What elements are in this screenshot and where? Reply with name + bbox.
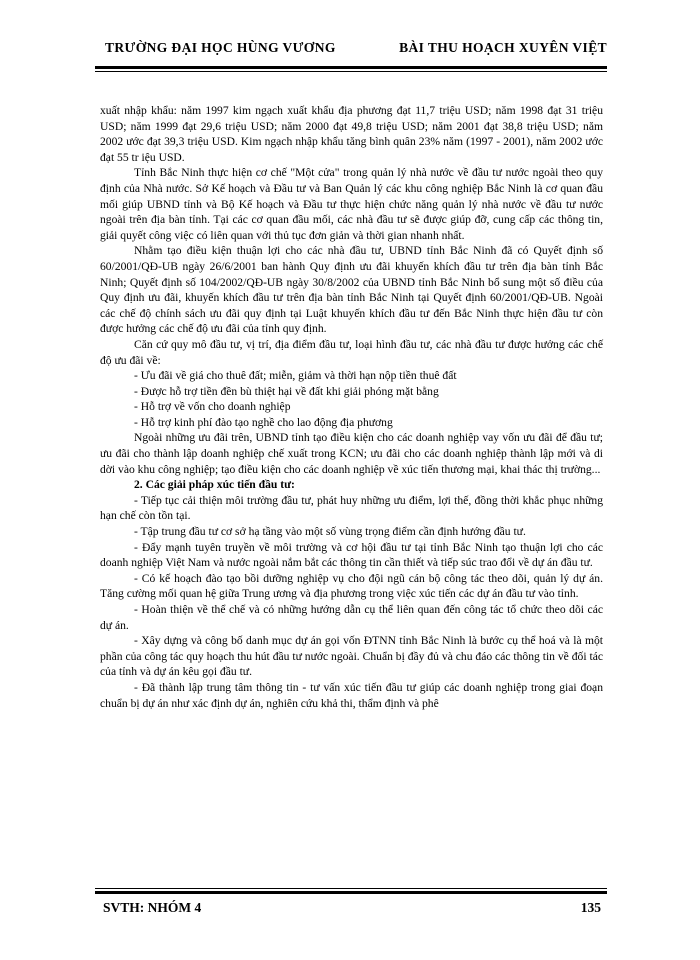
paragraph: Nhằm tạo điều kiện thuận lợi cho các nhà đầu tư, UBND tỉnh Bắc Ninh đã có Quyết định số 60/2001/QĐ-UB ngày 26/6/2001 ban hành Quy định ưu đãi khuyến khích đầu tư trên địa bàn tỉnh Bắc Ninh; Quyết định số 104/2002/QĐ-UB ngày 30/8/2002 của UBND tỉnh Bắc Ninh bổ sung một số điều của Quy định ưu đãi, khuyến khích đầu tư trên địa bàn tỉnh Bắc Ninh tại Quyết định 60/2001/QĐ-UB. Ngoài các chế độ chính sách ưu đãi quy định tại Luật khuyến khích đầu tư đến Bắc Ninh thực hiện đầu tư còn được hưởng các chế độ ưu đãi của tỉnh quy định. [100,244,603,336]
paragraph: xuất nhập khẩu: năm 1997 kim ngạch xuất khẩu địa phương đạt 11,7 triệu USD; năm 1998 đạt 31 triệu USD; năm 1999 đạt 29,6 triệu USD; năm 2000 đạt 49,8 triệu USD; năm 2001 đạt 38,8 triệu USD; năm 2002 ước đạt 39,3 triệu USD. Kim ngạch nhập khẩu tăng bình quân 23% năm (1997 - 2001), năm 2002 ước đạt 55 tr iệu USD. [100,104,603,164]
paragraph: Tỉnh Bắc Ninh thực hiện cơ chế "Một cửa" trong quản lý nhà nước về đầu tư nước ngoài theo quy định của Nhà nước. Sở Kế hoạch và Đầu tư và Ban Quản lý các khu công nghiệp Bắc Ninh là cơ quan đầu mối giúp UBND tỉnh và Bộ Kế hoạch và Đầu tư thực hiện chức năng quản lý nhà nước về đầu tư nước ngoài trên địa bàn tỉnh. Tại các cơ quan đầu mối, các nhà đầu tư sẽ được giúp đỡ, cung cấp các thông tin, giải quyết công việc có liên quan với thủ tục đơn giản và thời gian nhanh nhất. [100,166,603,242]
header-report-title: BÀI THU HOẠCH XUYÊN VIỆT [399,40,607,55]
footer-author: SVTH: NHÓM 4 [103,900,202,915]
list-item: - Hỗ trợ kinh phí đào tạo nghề cho lao động địa phương [134,415,393,429]
list-item: - Đã thành lập trung tâm thông tin - tư vấn xúc tiến đầu tư giúp các doanh nghiệp trong giai đoạn chuẩn bị dự án như xác định dự án, nghiên cứu khả thi, thẩm định và phê [100,680,603,710]
list-item: - Tập trung đầu tư cơ sở hạ tầng vào một số vùng trọng điểm cần định hướng đầu tư. [134,525,526,539]
page [95,28,607,931]
footer-rule-thick [95,891,607,894]
list-item: - Ưu đãi về giá cho thuê đất; miễn, giảm và thời hạn nộp tiền thuê đất [134,369,457,383]
list-item: - Có kế hoạch đào tạo bồi dưỡng nghiệp vụ cho đội ngũ cán bộ công tác theo dõi, quản lý dự án. Tăng cường mối quan hệ giữa Trung ương và địa phương trong việc xúc tiến các dự án đầu tư vào tỉnh. [100,571,603,601]
list-item: - Tiếp tục cải thiện môi trường đầu tư, phát huy những ưu điểm, lợi thế, đồng thời khắc phục những hạn chế còn tồn tại. [100,493,603,523]
document-body [100,103,603,711]
list-item: - Hỗ trợ về vốn cho doanh nghiệp [134,400,291,414]
header-rule-thin [95,71,607,72]
header-school-name: TRƯỜNG ĐẠI HỌC HÙNG VƯƠNG [105,40,336,55]
footer-rule-thin [95,888,607,889]
list-item: - Đẩy mạnh tuyên truyền về môi trường và cơ hội đầu tư tại tỉnh Bắc Ninh tạo thuận lợi cho các doanh nghiệp Việt Nam và nước ngoài nắm bắt các thông tin cần thiết và tiếp súc trao đổi về dự án đầu tư. [100,540,603,570]
list-item: - Xây dựng và công bố danh mục dự án gọi vốn ĐTNN tỉnh Bắc Ninh là bước cụ thể hoá và là một phần của công tác quy hoạch thu hút đầu tư nước ngoài. Chuẩn bị đầy đủ và chu đáo các thông tin về đối tác của tỉnh và dự án kêu gọi đầu tư. [100,634,603,679]
page-number: 135 [580,900,601,915]
page-header [95,40,607,62]
header-rule-thick [95,66,607,69]
list-item: - Hoàn thiện về thể chế và có những hướng dẫn cụ thể liên quan đến công tác tổ chức theo dõi các dự án. [100,603,603,632]
section-heading: 2. Các giải pháp xúc tiến đầu tư: [134,478,295,492]
list-item: - Được hỗ trợ tiền đền bù thiệt hại về đất khi giải phóng mặt bằng [134,384,439,398]
paragraph: Ngoài những ưu đãi trên, UBND tỉnh tạo điều kiện cho các doanh nghiệp vay vốn ưu đãi để đầu tư; ưu đãi cho thành lập doanh nghiệp chế xuất trong KCN; ưu đãi cho các doanh nghiệp thành lập mới và di dời vào khu công nghiệp; tạo điều kiện cho các doanh nghiệp về xúc tiến thương mại, khai thác thị trường... [100,431,603,476]
paragraph: Căn cứ quy mô đầu tư, vị trí, địa điểm đầu tư, loại hình đầu tư, các nhà đầu tư được hưởng các chế độ ưu đãi về: [100,337,603,367]
